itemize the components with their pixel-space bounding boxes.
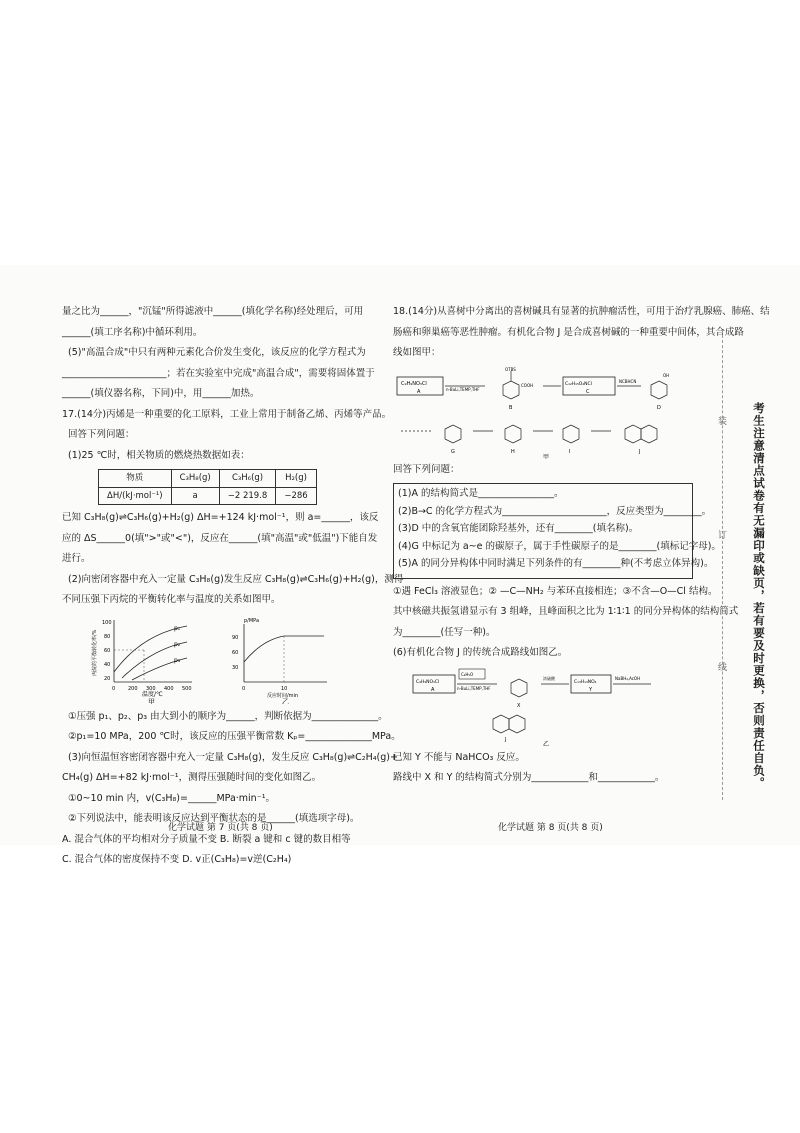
compound-label: A [431, 686, 435, 693]
left-page [62, 305, 404, 874]
compound-label: B [509, 404, 513, 411]
group-label: COOH [521, 382, 534, 388]
scheme-yi-svg [393, 667, 693, 747]
text-line: 进行。 [62, 553, 91, 564]
compound-label: G [451, 448, 455, 455]
sub-question: (4)G 中标记为 a~e 的碳原子，属于手性碳原子的是________(填标记字母)。 [398, 540, 721, 552]
text-line: 为________(任写一种)。 [393, 626, 496, 638]
reagent: NCBHCN [619, 378, 637, 384]
x-tick: 10 [281, 685, 288, 692]
left-page-footer: 化学试题 第 7 页(共 8 页) [168, 823, 273, 833]
text-line: ①遇 FeCl₃ 溶液显色；② —C—NH₂ 与苯环直接相连；③不含—O—Cl 结构。 [393, 585, 718, 597]
text-line: 不同压强下丙烷的平衡转化率与温度的关系如图甲。 [62, 594, 281, 605]
y-tick: 60 [232, 649, 239, 656]
text-line: 回答下列问题： [393, 463, 460, 475]
text-line: (6)有机化合物 J 的传统合成路线如图乙。 [393, 647, 568, 658]
sub-question: (3)D 中的含氧官能团除羟基外，还有________(填名称)。 [398, 523, 639, 534]
table-row [99, 487, 317, 505]
series-label: p₁ [174, 624, 181, 632]
binding-mark: 订 [718, 531, 728, 541]
text-line: 其中核磁共振氢谱显示有 3 组峰，且峰面积之比为 1∶1∶1 的同分异构体的结构简式 [393, 606, 739, 617]
reagent: NaBH₄,AcOH [615, 675, 641, 681]
y-tick: 60 [104, 647, 111, 654]
compound-label: J [505, 736, 507, 743]
text-line: (3)向恒温恒容密闭容器中充入一定量 C₃H₈(g)，发生反应 C₃H₈(g)⇌C₂H₄(g)+ [68, 751, 398, 763]
formula: C₉H₉NO₃Cl [401, 380, 427, 387]
chart-caption: 甲 [148, 697, 155, 704]
structure-B [503, 367, 533, 411]
text-line: ______(填仪器名称，下同)中，用______加热。 [62, 388, 260, 399]
synthesis-scheme-yi [393, 667, 693, 747]
table-cell: a [171, 487, 219, 505]
text-line: 线如图甲： [393, 347, 441, 358]
table-row-label: ΔH/(kJ·mol⁻¹) [99, 487, 172, 505]
question-17-title: 17.(14分)丙烯是一种重要的化工原料，工业上常用于制备乙烯、丙烯等产品。 [62, 408, 392, 420]
scheme-caption: 乙 [543, 740, 550, 747]
structure-J [493, 715, 509, 733]
charts-svg [62, 614, 367, 704]
compound-label: D [657, 404, 661, 411]
formula: C₁₃H₁₃NO₄ [574, 679, 597, 685]
formula: C₉H₉NO₃Cl [416, 679, 440, 685]
text-line: 已知 Y 不能与 NaHCO₃ 反应。 [393, 751, 525, 763]
compound-label: A [417, 388, 421, 395]
y-tick: 30 [232, 664, 239, 671]
sub-question: (5)A 的同分异构体中同时满足下列条件的有________种(不考虑立体异构)。 [398, 558, 714, 569]
compound-label: H [511, 448, 515, 455]
scheme-jia-svg [393, 367, 693, 459]
right-page-footer: 化学试题 第 8 页(共 8 页) [498, 823, 603, 833]
binding-mark: 装 [718, 417, 728, 427]
group-label: OH [663, 372, 670, 378]
text-line: (5)"高温合成"中只有两种元素化合价发生变化，该反应的化学方程式为 [68, 347, 366, 358]
scheme-caption: 甲 [543, 453, 550, 459]
table-cell: −2 219.8 [219, 487, 276, 505]
formula: C₁₂H₁₅O₄NCl [565, 381, 592, 387]
x-axis-label: 反应时间/min [267, 692, 299, 699]
chart-jia [91, 620, 192, 704]
sub-question: (2)B→C 的化学方程式为______________________，反应类型为________。 [398, 505, 712, 517]
y-tick: 90 [232, 634, 239, 641]
text-line: ______________________；若在实验室中完成"高温合成"，需要将固体置于 [62, 367, 375, 379]
text-line: 回答下列问题： [68, 429, 135, 440]
table-cell: −286 [276, 487, 316, 505]
side-note: 考生注意清点试卷有无漏印或缺页，若有要及时更换，否则责任自负。 [752, 402, 766, 790]
text-line: ②p₁=10 MPa，200 ℃时，该反应的压强平衡常数 Kₚ=______________MPa。 [68, 731, 401, 742]
structure-D [651, 373, 669, 411]
y-tick: 80 [104, 633, 111, 640]
reagent: 浓硫酸 [543, 675, 555, 681]
chart-yi [232, 618, 327, 704]
text-line: (2)向密闭容器中充入一定量 C₃H₈(g)发生反应 C₃H₈(g)⇌C₃H₆(g)+H₂(g)，测得 [68, 573, 404, 585]
table-header-cell: C₃H₆(g) [219, 470, 276, 488]
text-line: ②下列说法中，能表明该反应达到平衡状态的是______(填选项字母)。 [68, 813, 360, 824]
reagent: n-BuLi,TEMP,THF [446, 386, 480, 392]
text-line: CH₄(g) ΔH=+82 kJ·mol⁻¹，测得压强随时间的变化如图乙。 [62, 772, 322, 783]
table-header-cell: C₃H₈(g) [171, 470, 219, 488]
structure-intermediate [511, 679, 527, 697]
compound-label: C [586, 388, 590, 395]
synthesis-scheme-jia [393, 367, 693, 459]
x-tick: 0 [242, 685, 246, 692]
text-line: 肠癌和卵巢癌等恶性肿瘤。有机化合物 J 是合成喜树碱的一种重要中间体，其合成路 [393, 326, 744, 338]
group-label: OTBS [505, 366, 516, 372]
compound-label: I [569, 448, 571, 455]
figure-charts [62, 614, 367, 704]
chart-caption: 乙 [282, 697, 289, 704]
table-header-row [99, 470, 317, 488]
table-header-cell: H₂(g) [276, 470, 316, 488]
structure-G [445, 425, 461, 455]
y-axis-label: 丙烷的平衡转化率/% [92, 629, 98, 676]
text-line: ①压强 p₁、p₂、p₃ 由大到小的顺序为______，判断依据为______________。 [68, 710, 388, 722]
reagent: C₂H₅O [461, 671, 474, 677]
combustion-heat-table [98, 469, 317, 505]
sub-question: (1)A 的结构简式是________________。 [398, 488, 564, 499]
reagent: n-BuLi,TEMP,THF [457, 685, 491, 691]
x-tick: 400 [164, 685, 174, 692]
option-line: A. 混合气体的平均相对分子质量不变 B. 断裂 a 键和 c 键的数目相等 [62, 833, 351, 845]
y-axis-label: p/MPa [244, 617, 260, 624]
y-tick: 40 [104, 661, 111, 668]
compound-label: X [517, 702, 521, 709]
x-tick: 500 [182, 685, 192, 692]
text-line: 应的 ΔS______0(填">"或"<")，反应在______(填"高温"或"低温")下能自发 [62, 532, 378, 544]
compound-label: J [639, 448, 641, 455]
series-label: p₃ [174, 656, 181, 664]
curve-p1 [114, 626, 187, 672]
x-tick: 200 [128, 685, 138, 692]
text-line: 已知 C₃H₈(g)⇌C₃H₆(g)+H₂(g) ΔH=+124 kJ·mol⁻¹，则 a=______，该反 [62, 512, 379, 523]
text-line: ①0~10 min 内，v(C₃H₈)=______MPa·min⁻¹。 [68, 792, 276, 804]
structure-J [625, 425, 657, 455]
question-18-title: 18.(14分)从喜树中分离出的喜树碱具有显著的抗肿瘤活性，可用于治疗乳腺癌、肺癌、结 [393, 306, 770, 317]
question-box [393, 483, 721, 579]
structure-I [563, 425, 579, 455]
text-line: 路线中 X 和 Y 的结构简式分别为____________和____________。 [393, 772, 665, 783]
y-tick: 100 [102, 619, 112, 626]
binding-line [722, 330, 723, 800]
option-line: C. 混合气体的密度保持不变 D. v正(C₃H₈)=v逆(C₂H₄) [62, 854, 292, 865]
x-tick: 0 [112, 685, 116, 692]
x-axis-label: 温度/℃ [142, 690, 163, 698]
table-header-cell: 物质 [99, 470, 172, 488]
series-label: p₂ [174, 640, 181, 648]
x-tick: 300 [146, 685, 156, 692]
binding-mark: 线 [718, 663, 728, 673]
compound-label: Y [589, 686, 593, 693]
text-line: ______(填工序名称)中循环利用。 [62, 326, 203, 338]
y-tick: 20 [104, 675, 111, 682]
structure-H [505, 425, 521, 455]
text-line: (1)25 ℃时，相关物质的燃烧热数据如表： [68, 449, 250, 461]
text-line: 量之比为______，"沉锰"所得滤液中______(填化学名称)经处理后，可用 [62, 306, 364, 317]
